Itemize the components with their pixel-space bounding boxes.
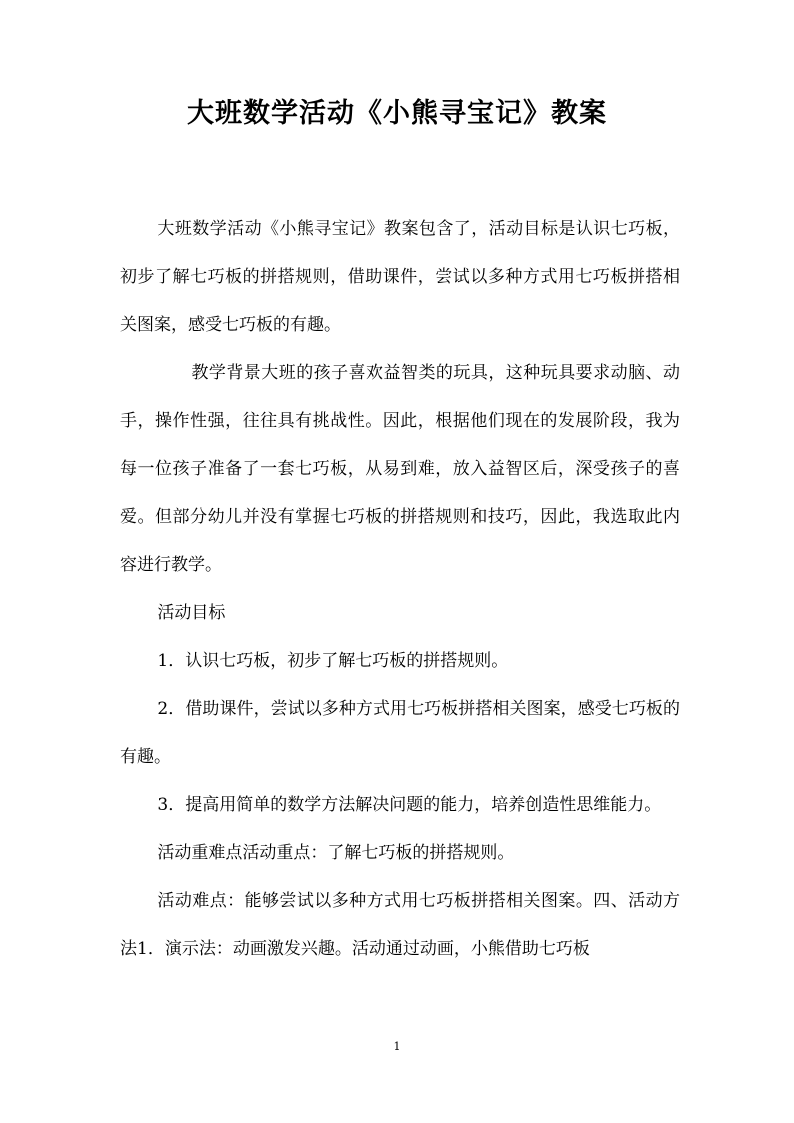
goal-item-3: 3．提高用简单的数学方法解决问题的能力，培养创造性思维能力。	[157, 795, 662, 815]
goal-item-1: 1．认识七巧板，初步了解七巧板的拼搭规则。	[157, 651, 509, 671]
document-body	[120, 205, 680, 973]
document-title: 大班数学活动《小熊寻宝记》教案	[187, 98, 607, 129]
paragraph-intro: 大班数学活动《小熊寻宝记》教案包含了，活动目标是认识七巧板，初步了解七巧板的拼搭规则，借助课件，尝试以多种方式用七巧板拼搭相关图案，感受七巧板的有趣。	[120, 219, 680, 335]
goal-item-2: 2．借助课件，尝试以多种方式用七巧板拼搭相关图案，感受七巧板的有趣。	[120, 699, 680, 767]
paragraph-background: 教学背景大班的孩子喜欢益智类的玩具，这种玩具要求动脑、动手，操作性强，往往具有挑战性。因此，根据他们现在的发展阶段，我为每一位孩子准备了一套七巧板，从易到难，放入益智区后，深受孩子的喜爱。但部分幼儿并没有掌握七巧板的拼搭规则和技巧，因此，我选取此内容进行教学。	[120, 363, 680, 575]
page-number: 1	[393, 1040, 401, 1053]
paragraph-difficulties: 活动难点：能够尝试以多种方式用七巧板拼搭相关图案。四、活动方法1．演示法：动画激发兴趣。活动通过动画，小熊借助七巧板	[120, 891, 680, 959]
paragraph-key-points: 活动重难点活动重点：了解七巧板的拼搭规则。	[157, 843, 515, 863]
heading-activity-goals: 活动目标	[157, 603, 226, 623]
